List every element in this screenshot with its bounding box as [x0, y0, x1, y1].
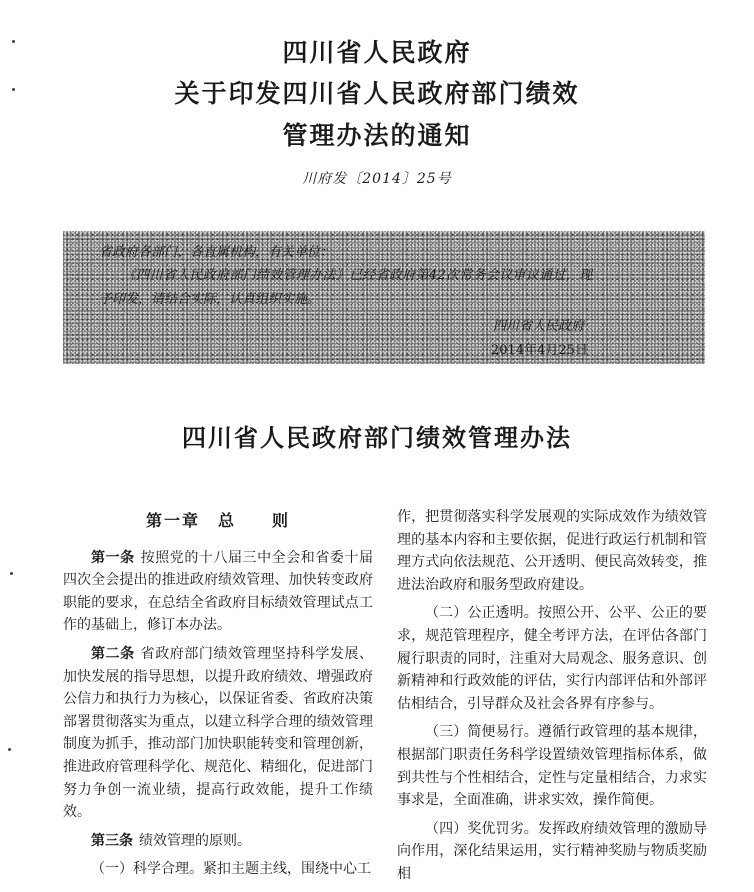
notice-body-line-2: 予印发，请结合实际，认真组织实施。 — [99, 292, 321, 307]
article-3 — [63, 830, 373, 853]
document-title-line-1: 四川省人民政府 — [282, 38, 472, 67]
notice-signature: 四川省人民政府 — [493, 319, 585, 334]
left-column — [63, 500, 373, 887]
scan-speck — [10, 572, 13, 575]
item-1-continued: 作，把贯彻落实科学发展观的实际成效作为绩效管理的基本内容和主要依据，促进行政运行机制和管理方式向依法规范、公开透明、便民高效转变，推进法治政府和服务型政府建设。 — [397, 509, 707, 593]
article-3-item-4: （四）奖优罚劣。发挥政府绩效管理的激励导向作用，深化结果运用，实行精神奖励与物质奖励相 — [397, 820, 707, 882]
article-1-label: 第一条 — [91, 549, 135, 566]
notice-box — [63, 231, 705, 364]
notice-date: 2014年4月25日 — [491, 343, 588, 358]
article-2-label: 第二条 — [91, 645, 135, 662]
document-number: 川府发〔2014〕25号 — [302, 171, 452, 187]
notice-addressee: 省政府各部门、各直属机构，有关单位： — [99, 245, 334, 260]
article-2-text: 省政府部门绩效管理坚持科学发展、加快发展的指导思想，以提升政府绩效、增强政府公信力和执行力为核心，以保证省委、省政府决策部署贯彻落实为重点，以建立科学合理的绩效管理制度为抓手，推动部门加快职能转变和管理创新，推进政府管理科学化、规范化、精细化，促进部门努力争创一流业绩，提高行政效能，提升工作绩效。 — [63, 645, 374, 821]
scan-speck — [12, 88, 15, 91]
article-1-text: 按照党的十八届三中全会和省委十届四次全会提出的推进政府绩效管理、加快转变政府职能的要求，在总结全省政府目标绩效管理试点工作的基础上，修订本办法。 — [63, 549, 374, 634]
regulation-title: 四川省人民政府部门绩效管理办法 — [182, 423, 572, 452]
document-title-line-2: 关于印发四川省人民政府部门绩效 — [174, 79, 580, 108]
document-title-line-3: 管理办法的通知 — [282, 121, 472, 150]
article-3-item-1: （一）科学合理。紧扣主题主线，围绕中心工 — [91, 861, 371, 878]
article-3-item-3: （三）简便易行。遵循行政管理的基本规律，根据部门职责任务科学设置绩效管理指标体系，做到共性与个性相结合，定性与定量相结合，力求实事求是，全面准确，讲求实效，操作简便。 — [397, 724, 707, 809]
article-1 — [63, 547, 373, 637]
chapter-heading: 第一章 总 则 — [145, 511, 290, 530]
notice-body-line-1: 《四川省人民政府部门绩效管理办法》已经省政府第42次常务会议审议通过，现 — [123, 268, 593, 283]
article-3-item-2: （二）公正透明。按照公开、公平、公正的要求，规范管理程序，健全考评方法，在评估各部门履行职责的同时，注重对大局观念、服务意识、创新精神和行政效能的评估，实行内部评估和外部评估相结合，引导群众及社会各界有序参与。 — [397, 605, 707, 712]
scan-speck — [12, 40, 15, 43]
article-3-text: 绩效管理的原则。 — [139, 832, 251, 849]
article-3-label: 第三条 — [91, 832, 133, 849]
scan-speck — [8, 748, 11, 751]
article-2 — [63, 643, 373, 824]
right-column — [397, 506, 707, 892]
